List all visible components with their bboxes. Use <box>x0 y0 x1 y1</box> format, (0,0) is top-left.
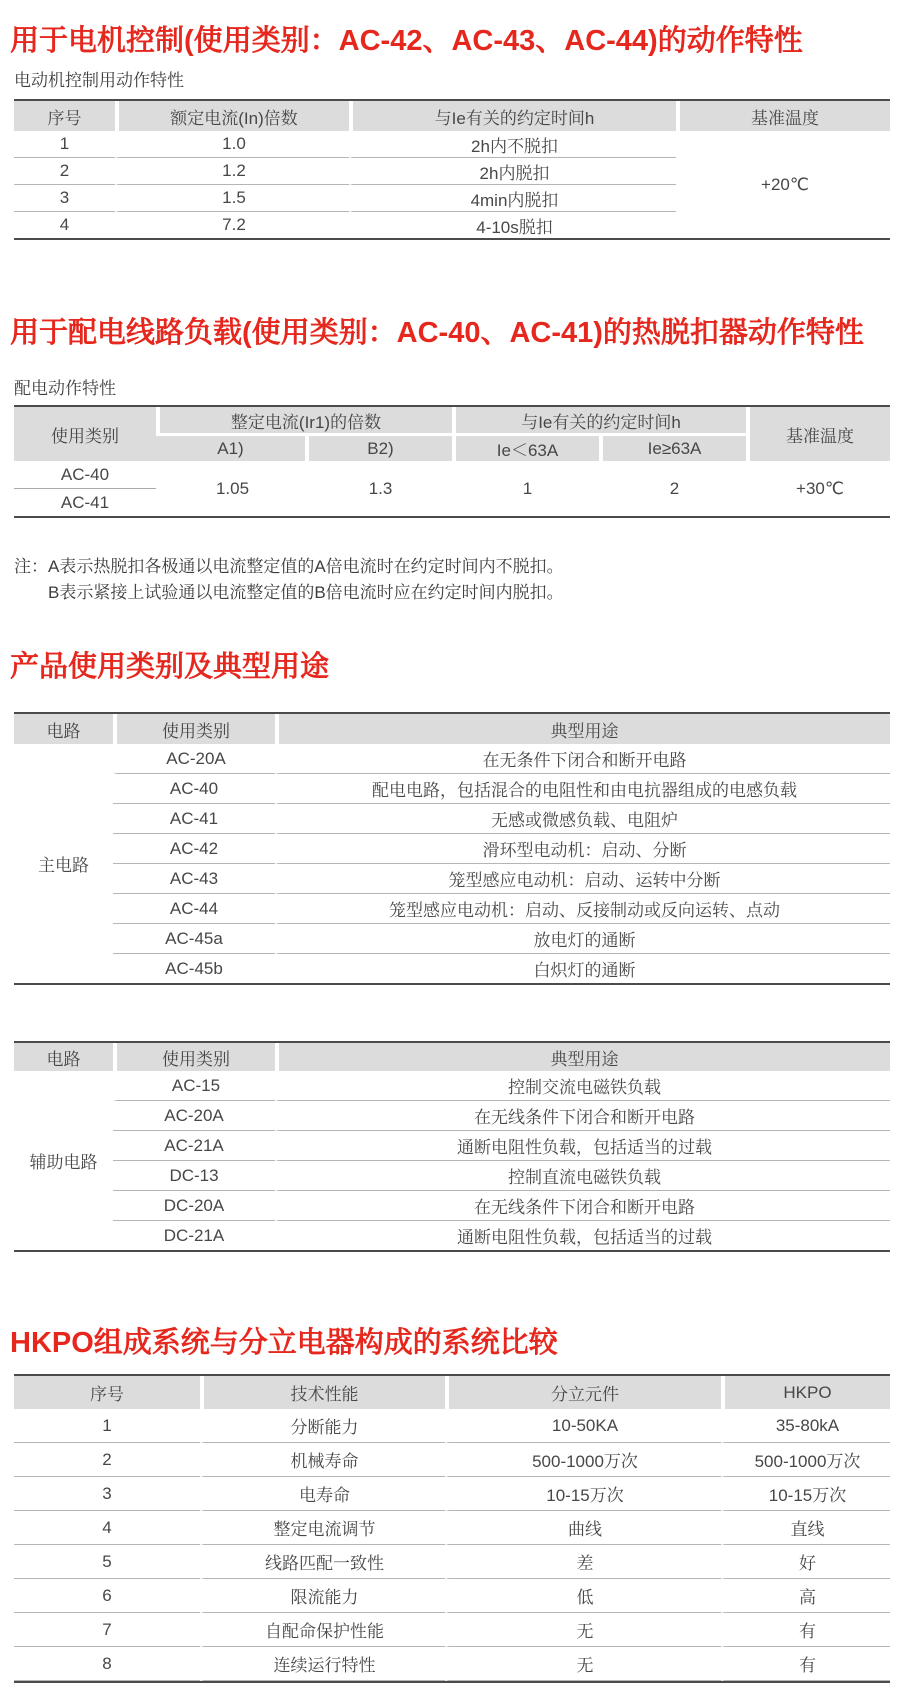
table-header-cell: A1) <box>156 436 305 461</box>
table-row <box>14 461 890 489</box>
table-cell: 500-1000万次 <box>445 1443 721 1477</box>
footnote <box>14 554 899 606</box>
table-cell: AC-44 <box>113 894 275 924</box>
table-cell: 在无条件下闭合和断开电路 <box>275 744 890 774</box>
table-cell: 4 <box>14 212 115 238</box>
table-cell: 1 <box>14 131 115 158</box>
table-header-cell: 序号 <box>14 101 115 131</box>
table-cell: 无 <box>445 1647 721 1681</box>
table-row <box>14 1071 890 1101</box>
table-cell: +30℃ <box>746 461 890 516</box>
table-row <box>14 864 890 894</box>
table-row <box>14 1131 890 1161</box>
table-cell: 3 <box>14 1477 200 1511</box>
table-header-cell: HKPO <box>721 1376 890 1409</box>
table-header-cell: 电路 <box>14 1043 113 1071</box>
table-cell: 笼型感应电动机：启动、运转中分断 <box>275 864 890 894</box>
table-header-cell: 典型用途 <box>275 1043 890 1071</box>
table-row <box>14 744 890 774</box>
table-cell: 机械寿命 <box>200 1443 445 1477</box>
table-cell: AC-40 <box>113 774 275 804</box>
table-cell: AC-42 <box>113 834 275 864</box>
table-cell: 有 <box>721 1613 890 1647</box>
table-header-cell: 额定电流(In)倍数 <box>115 101 349 131</box>
table-row <box>14 804 890 834</box>
table-cell: 7 <box>14 1613 200 1647</box>
table-header-cell: 分立元件 <box>445 1376 721 1409</box>
table-cell: AC-43 <box>113 864 275 894</box>
section-title-hkpo-comparison: HKPO组成系统与分立电器构成的系统比较 <box>10 1327 558 1359</box>
table-cell: 控制直流电磁铁负载 <box>275 1161 890 1191</box>
table-row <box>14 1443 890 1477</box>
table-cell: 滑环型电动机：启动、分断 <box>275 834 890 864</box>
table-cell: 低 <box>445 1579 721 1613</box>
table-row <box>14 924 890 954</box>
subtitle-motor-control: 电动机控制用动作特性 <box>14 71 184 90</box>
auxiliary-circuit-usage-table <box>14 1041 890 1252</box>
table-cell: AC-45a <box>113 924 275 954</box>
table-cell: 有 <box>721 1647 890 1681</box>
table-cell: AC-21A <box>113 1131 275 1161</box>
table-cell-circuit: 主电路 <box>14 744 113 983</box>
table-cell: 10-50KA <box>445 1409 721 1443</box>
table-cell: DC-13 <box>113 1161 275 1191</box>
table-header-cell-usage: 使用类别 <box>14 407 156 461</box>
table-row <box>14 1191 890 1221</box>
footnote-line: 注：A表示热脱扣各极通以电流整定值的A倍电流时在约定时间内不脱扣。 <box>14 557 564 576</box>
table-cell: 6 <box>14 1579 200 1613</box>
table-cell: 差 <box>445 1545 721 1579</box>
table-header-cell: 基准温度 <box>676 101 890 131</box>
table-row <box>14 1101 890 1131</box>
table-header-cell: Ie≥63A <box>599 436 746 461</box>
table-cell: DC-21A <box>113 1221 275 1250</box>
table-row <box>14 1647 890 1681</box>
table-cell: 通断电阻性负载，包括适当的过载 <box>275 1131 890 1161</box>
table-cell: 白炽灯的通断 <box>275 954 890 983</box>
table-header-cell: 与Ie有关的约定时间h <box>349 101 676 131</box>
table-header-group-time: 与Ie有关的约定时间h <box>452 407 746 436</box>
table-cell: 4 <box>14 1511 200 1545</box>
table-cell: 1.3 <box>305 461 452 516</box>
table-cell: 1.0 <box>115 131 349 158</box>
table-cell: 8 <box>14 1647 200 1681</box>
table-cell: 高 <box>721 1579 890 1613</box>
table-cell: 无 <box>445 1613 721 1647</box>
table-row <box>14 894 890 924</box>
subtitle-distribution: 配电动作特性 <box>14 379 116 398</box>
table-row <box>14 1511 890 1545</box>
table-cell: 无感或微感负载、电阻炉 <box>275 804 890 834</box>
table-cell: 直线 <box>721 1511 890 1545</box>
table-header-cell: Ie＜63A <box>452 436 599 461</box>
table-cell: 7.2 <box>115 212 349 238</box>
table-row <box>14 131 890 158</box>
table-cell: 3 <box>14 185 115 212</box>
table-cell: 10-15万次 <box>445 1477 721 1511</box>
table-header-row <box>14 1376 890 1409</box>
table-cell: 限流能力 <box>200 1579 445 1613</box>
table-cell: 笼型感应电动机：启动、反接制动或反向运转、点动 <box>275 894 890 924</box>
table-row <box>14 1409 890 1443</box>
table-header-row <box>14 407 890 436</box>
table-cell: AC-15 <box>113 1071 275 1101</box>
section-title-motor-control: 用于电机控制(使用类别：AC-42、AC-43、AC-44)的动作特性 <box>10 25 803 57</box>
table-cell: 好 <box>721 1545 890 1579</box>
table-cell: 4min内脱扣 <box>349 185 676 212</box>
table-cell: 放电灯的通断 <box>275 924 890 954</box>
table-cell: 控制交流电磁铁负载 <box>275 1071 890 1101</box>
main-circuit-usage-table <box>14 712 890 985</box>
table-cell: 4-10s脱扣 <box>349 212 676 238</box>
table-header-cell: 典型用途 <box>275 714 890 744</box>
table-cell: 通断电阻性负载，包括适当的过载 <box>275 1221 890 1250</box>
table-cell: 1.2 <box>115 158 349 185</box>
table-cell: AC-40 <box>14 461 156 489</box>
motor-control-characteristics-table <box>14 99 890 240</box>
table-cell-circuit: 辅助电路 <box>14 1071 113 1250</box>
table-header-cell: 使用类别 <box>113 1043 275 1071</box>
table-row <box>14 1161 890 1191</box>
table-cell: 在无线条件下闭合和断开电路 <box>275 1101 890 1131</box>
table-row <box>14 1579 890 1613</box>
table-row <box>14 1221 890 1250</box>
table-cell: 2 <box>14 1443 200 1477</box>
table-header-cell: 电路 <box>14 714 113 744</box>
table-header-group-current: 整定电流(Ir1)的倍数 <box>156 407 452 436</box>
table-cell: 2h内不脱扣 <box>349 131 676 158</box>
table-cell: 1.05 <box>156 461 305 516</box>
table-cell: 2 <box>14 158 115 185</box>
table-cell: 10-15万次 <box>721 1477 890 1511</box>
table-cell: DC-20A <box>113 1191 275 1221</box>
table-cell: 2h内脱扣 <box>349 158 676 185</box>
table-header-row <box>14 714 890 744</box>
section-title-distribution-load: 用于配电线路负载(使用类别：AC-40、AC-41)的热脱扣器动作特性 <box>10 317 864 349</box>
table-cell: 1 <box>14 1409 200 1443</box>
table-cell: AC-45b <box>113 954 275 983</box>
table-cell: 整定电流调节 <box>200 1511 445 1545</box>
table-cell: 分断能力 <box>200 1409 445 1443</box>
table-header-row <box>14 101 890 131</box>
table-cell: 1.5 <box>115 185 349 212</box>
table-cell: AC-20A <box>113 744 275 774</box>
hkpo-comparison-table <box>14 1374 890 1683</box>
table-row <box>14 774 890 804</box>
table-header-cell: 使用类别 <box>113 714 275 744</box>
table-row <box>14 954 890 983</box>
table-row <box>14 834 890 864</box>
table-cell: AC-41 <box>113 804 275 834</box>
table-cell-ref-temp: +20℃ <box>676 131 890 238</box>
table-header-cell: B2) <box>305 436 452 461</box>
table-cell: 5 <box>14 1545 200 1579</box>
section-title-usage-categories: 产品使用类别及典型用途 <box>10 651 330 683</box>
table-row <box>14 1477 890 1511</box>
thermal-release-characteristics-table <box>14 405 890 518</box>
table-cell: 电寿命 <box>200 1477 445 1511</box>
table-cell: 1 <box>452 461 599 516</box>
table-cell: 曲线 <box>445 1511 721 1545</box>
footnote-line: B表示紧接上试验通以电流整定值的B倍电流时应在约定时间内脱扣。 <box>48 583 564 602</box>
table-row <box>14 1613 890 1647</box>
table-cell: AC-41 <box>14 489 156 516</box>
table-cell: 500-1000万次 <box>721 1443 890 1477</box>
table-cell: 2 <box>599 461 746 516</box>
table-cell: 配电电路，包括混合的电阻性和由电抗器组成的电感负载 <box>275 774 890 804</box>
table-cell: 自配命保护性能 <box>200 1613 445 1647</box>
table-header-cell: 序号 <box>14 1376 200 1409</box>
table-row <box>14 1545 890 1579</box>
table-cell: 线路匹配一致性 <box>200 1545 445 1579</box>
table-header-cell-ref-temp: 基准温度 <box>746 407 890 461</box>
table-cell: 35-80kA <box>721 1409 890 1443</box>
table-cell: AC-20A <box>113 1101 275 1131</box>
table-header-cell: 技术性能 <box>200 1376 445 1409</box>
table-cell: 在无线条件下闭合和断开电路 <box>275 1191 890 1221</box>
table-header-row <box>14 1043 890 1071</box>
table-cell: 连续运行特性 <box>200 1647 445 1681</box>
